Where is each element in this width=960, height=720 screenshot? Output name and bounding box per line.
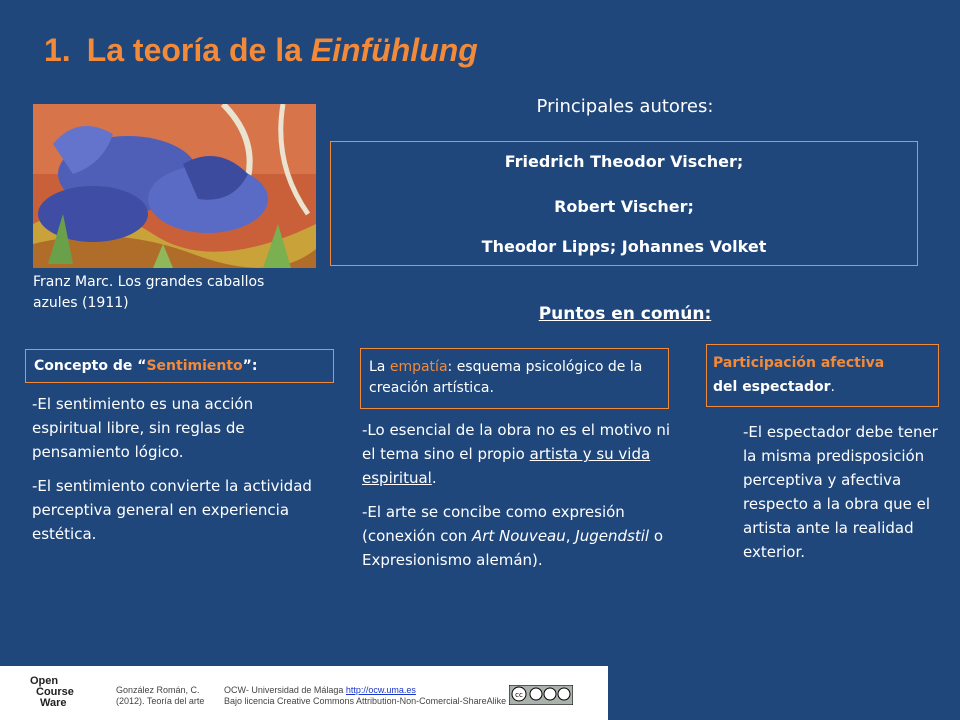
empathy-box-highlight: empatía [389, 359, 448, 375]
title-number: 1. [44, 32, 71, 68]
empathy-p2-art-nouveau: Art Nouveau [471, 527, 566, 545]
participation-box-rest: del espectador [713, 379, 831, 395]
ocw-link[interactable]: http://ocw.uma.es [345, 685, 416, 695]
empathy-column [362, 418, 677, 582]
license-text: Bajo licencia Creative Commons Attribution-Non-Comercial-ShareAlike [224, 696, 507, 706]
empathy-p1-text: -Lo esencial de la obra no es el motivo ni el tema sino el propio [362, 421, 671, 463]
title-prefix: La teoría de la [86, 32, 302, 68]
painting-image [33, 104, 316, 268]
painting-caption [33, 272, 313, 314]
empathy-box-suffix: : esquema psicológico de la creación artística. [369, 359, 643, 396]
svg-text:cc: cc [515, 691, 523, 699]
empathy-p2-text: -El arte se concibe como expresión (conexión con [362, 503, 625, 545]
ocw-logo [30, 676, 74, 709]
footer-license [224, 685, 506, 707]
concept-box-prefix: Concepto de “ [34, 358, 147, 374]
slide-title [44, 32, 478, 69]
concept-paragraph-1: -El sentimiento es una acción espiritual libre, sin reglas de pensamiento lógico. [32, 395, 254, 461]
ocw-logo-line-1: Open [30, 675, 59, 687]
participation-box-end: . [830, 379, 835, 395]
author-line-1: Friedrich Theodor Vischer; [504, 152, 744, 171]
authors-box [330, 141, 918, 266]
concept-box [25, 349, 334, 383]
empathy-p2-jugendstil: Jugendstil [575, 527, 650, 545]
footer-author [116, 685, 204, 707]
concept-paragraph-2: -El sentimiento convierte la actividad perceptiva general en experiencia estética. [32, 477, 312, 543]
participation-paragraph: -El espectador debe tener la misma predisposición perceptiva y afectiva respecto a la obra que el artista ante la realidad exterior. [743, 423, 938, 561]
authors-heading: Principales autores: [536, 96, 714, 117]
empathy-p1-end: . [431, 469, 437, 487]
title-italic: Einfühlung [310, 32, 478, 68]
cc-license-icon [509, 685, 573, 705]
concept-box-suffix: ”: [242, 358, 258, 374]
empathy-p1-underlined: artista y su vida espiritual [362, 445, 651, 487]
empathy-box [360, 348, 669, 409]
license-prefix: OCW- Universidad de Málaga [224, 685, 346, 695]
participation-box-highlight: Participación afectiva [713, 355, 885, 371]
participation-box [706, 344, 939, 407]
points-heading: Puntos en común: [538, 304, 712, 324]
ocw-logo-line-2: Course [36, 686, 74, 698]
participation-column [743, 420, 943, 564]
concept-box-highlight: Sentimiento [146, 358, 243, 374]
footer-bar [0, 666, 608, 720]
caption-line-1: Franz Marc. Los grandes caballos [33, 274, 265, 290]
empathy-p2-end: o Expresionismo alemán). [362, 527, 663, 569]
ocw-logo-line-3: Ware [40, 697, 67, 709]
footer-author-line-2: (2012). Teoría del arte [116, 696, 205, 706]
footer-author-line-1: González Román, C. [116, 685, 200, 695]
author-line-3: Theodor Lipps; Johannes Volket [481, 237, 767, 256]
caption-line-2: azules (1911) [33, 295, 129, 311]
concept-column [32, 392, 322, 556]
empathy-p2-sep: , [565, 527, 576, 545]
author-line-2: Robert Vischer; [554, 197, 694, 216]
empathy-paragraph-2 [362, 500, 677, 572]
empathy-paragraph-1 [362, 418, 677, 490]
empathy-box-prefix: La [369, 359, 390, 375]
